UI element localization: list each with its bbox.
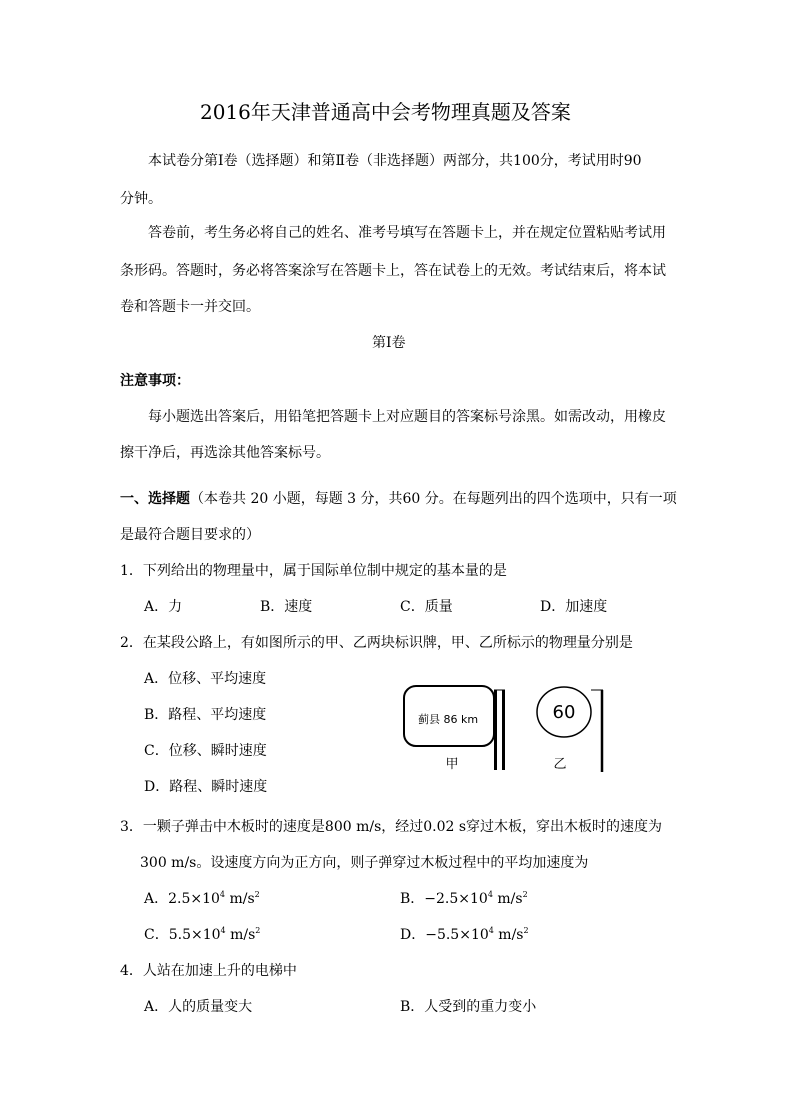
speed-limit-label: 乙: [553, 757, 567, 772]
question-1-option-a: A．力: [144, 599, 183, 615]
question-4-stem: 4．人站在加速上升的电梯中: [120, 963, 297, 979]
question-2-option-a: A．位移、平均速度: [144, 671, 267, 687]
question-1-option-d: D．加速度: [540, 599, 608, 615]
question-1-option-c: C．质量: [400, 599, 453, 615]
question-3-option-d: D．$-5.5\times 10^4$ $m/s^2$: [400, 926, 529, 943]
question-1-option-b: B．速度: [260, 599, 313, 615]
intro-paragraph-1-line-2: 分钟。: [120, 191, 162, 207]
question-2-stem: 2．在某段公路上，有如图所示的甲、乙两块标识牌，甲、乙所标示的物理量分别是: [120, 635, 633, 651]
intro-paragraph-2-line-3: 卷和答题卡一并交回。: [120, 299, 260, 315]
question-2-option-b: B．路程、平均速度: [144, 707, 267, 723]
question-3-stem-line-1: 3．一颗子弹击中木板时的速度是800 m/s，经过0.02 s穿过木板，穿出木板时的速度为: [120, 819, 663, 835]
distance-sign-label: 甲: [445, 757, 459, 772]
intro-paragraph-2-line-2: 条形码。答题时，务必将答案涂写在答题卡上，答在试卷上的无效。考试结束后，将本试: [120, 263, 666, 279]
question-3-option-a: A．$2.5\times 10^4$ $m/s^2$: [144, 890, 260, 907]
question-2-figure: [398, 680, 618, 780]
part-description: （本卷共 20 小题，每题 3 分，共60 分。在每题列出的四个选项中，只有一项: [190, 491, 677, 507]
distance-sign-text: 蓟县 86 km: [417, 713, 479, 726]
question-1-stem: 1．下列给出的物理量中，属于国际单位制中规定的基本量的是: [120, 563, 507, 579]
question-2-option-c: C．位移、瞬时速度: [144, 743, 267, 759]
notice-line-1: 每小题选出答案后，用铅笔把答题卡上对应题目的答案标号涂黑。如需改动，用橡皮: [148, 409, 666, 425]
speed-limit-value: 60: [552, 702, 576, 723]
question-4-option-a: A．人的质量变大: [144, 999, 253, 1015]
notice-label: 注意事项：: [120, 373, 190, 389]
question-3-option-c: C．$5.5\times 10^4$ $m/s^2$: [144, 926, 261, 943]
page-title: 2016年天津普通高中会考物理真题及答案: [200, 100, 571, 124]
part-description-line-2: 是最符合题目要求的）: [120, 527, 260, 543]
notice-line-2: 擦干净后，再选涂其他答案标号。: [120, 445, 330, 461]
question-3-option-b: B．$-2.5\times 10^4$ $m/s^2$: [400, 890, 528, 907]
section-heading: 第Ⅰ卷: [372, 335, 406, 351]
question-2-option-d: D．路程、瞬时速度: [144, 779, 268, 795]
question-4-option-b: B．人受到的重力变小: [400, 999, 537, 1015]
intro-paragraph-1-line-1: 本试卷分第Ⅰ卷（选择题）和第Ⅱ卷（非选择题）两部分，共100分，考试用时90: [148, 153, 642, 169]
part-heading: [120, 490, 677, 508]
part-label: 一、选择题: [120, 491, 190, 507]
question-3-stem-line-2: 300 m/s。设速度方向为正方向，则子弹穿过木板过程中的平均加速度为: [140, 855, 589, 871]
intro-paragraph-2-line-1: 答卷前，考生务必将自己的姓名、准考号填写在答题卡上，并在规定位置粘贴考试用: [148, 225, 666, 241]
speed-limit-sign: [537, 687, 603, 772]
